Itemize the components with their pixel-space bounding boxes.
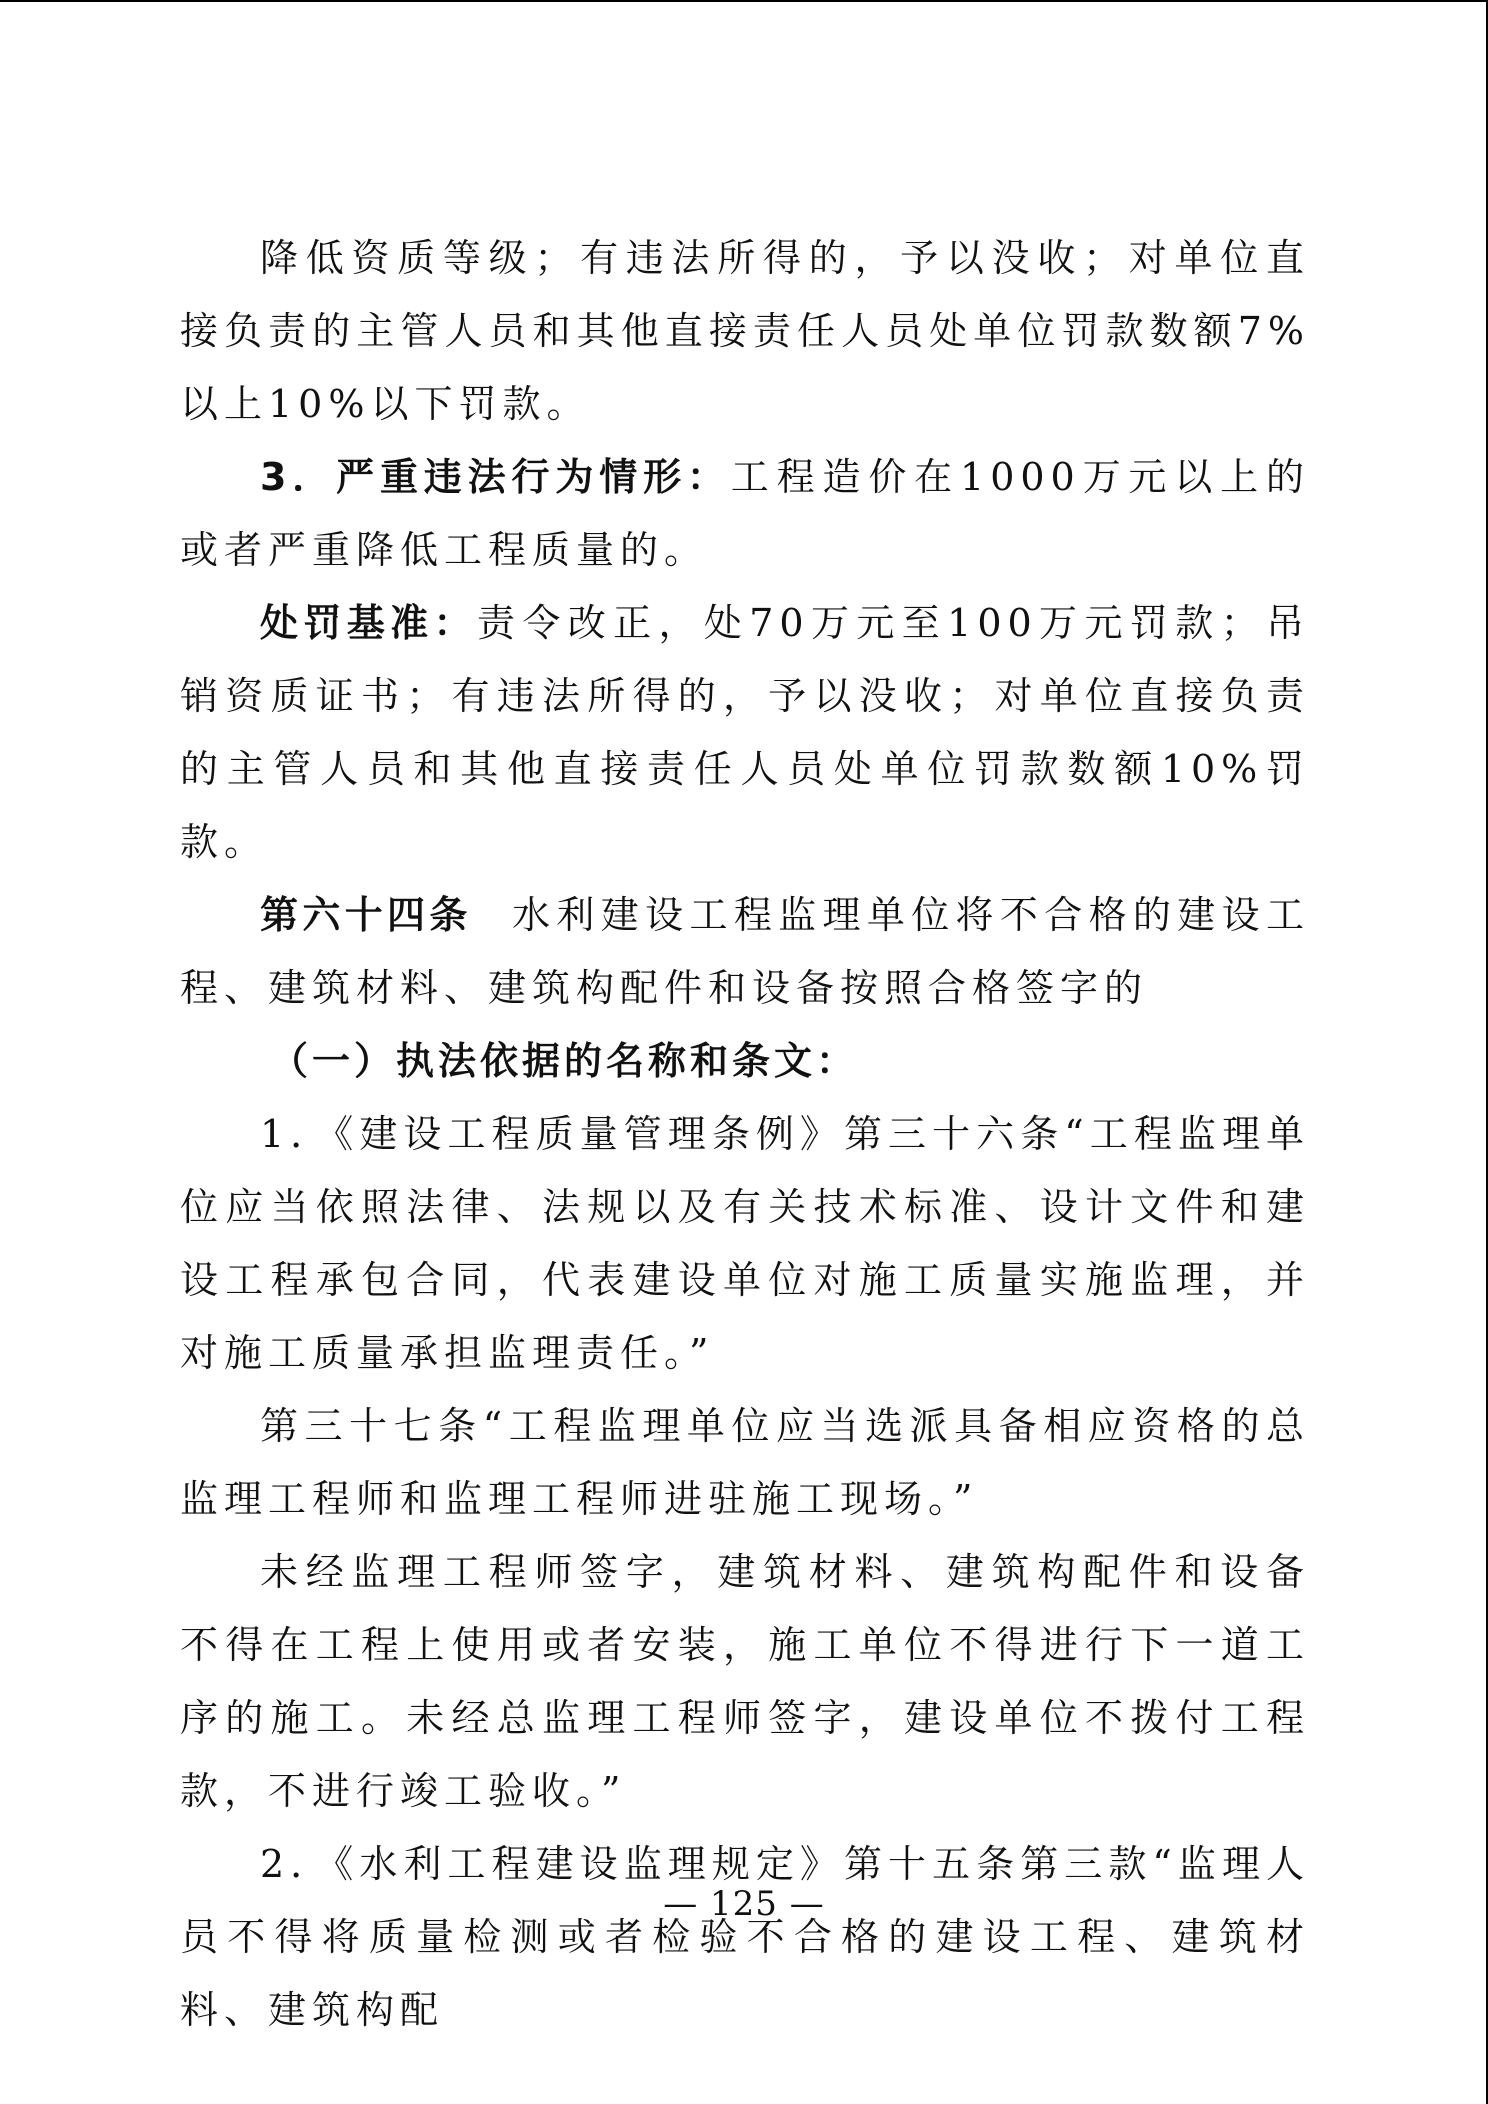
- paragraph-text: 工程造价在1000万元以上的或者严重降低工程质量的。: [180, 455, 1310, 572]
- paragraph-text: 第三十七条“工程监理单位应当选派具备相应资格的总监理工程师和监理工程师进驻施工现场。”: [180, 1404, 1310, 1521]
- paragraph-text: 降低资质等级；有违法所得的，予以没收；对单位直接负责的主管人员和其他直接责任人员处单位罚款数额7%以上10%以下罚款。: [180, 236, 1310, 426]
- paragraph-article-64: [180, 879, 1310, 1025]
- paragraph-supervision-rules: [180, 1828, 1310, 2047]
- paragraph-text: 未经监理工程师签字，建筑材料、建筑构配件和设备不得在工程上使用或者安装，施工单位不得进行下一道工序的施工。未经总监理工程师签字，建设单位不拨付工程款，不进行竣工验收。”: [180, 1550, 1310, 1813]
- paragraph-text: 2．《水利工程建设监理规定》第十五条第三款“监理人员不得将质量检测或者检验不合格的建设工程、建筑材料、建筑构配: [180, 1842, 1310, 2032]
- page-number: — 125 —: [663, 1884, 825, 1924]
- paragraph-regulation-36: [180, 1098, 1310, 1390]
- page-content: [180, 222, 1310, 2047]
- paragraph-penalty-continuation: [180, 222, 1310, 441]
- section-heading: （一）执法依据的名称和条文：: [270, 1039, 859, 1083]
- paragraph-text: 1．《建设工程质量管理条例》第三十六条“工程监理单位应当依照法律、法规以及有关技术标准、设计文件和建设工程承包合同，代表建设单位对施工质量实施监理，并对施工质量承担监理责任。”: [180, 1112, 1310, 1375]
- serious-violation-label: 3．严重违法行为情形：: [260, 455, 731, 499]
- paragraph-penalty-standard: [180, 587, 1310, 879]
- paragraph-text: 水利建设工程监理单位将不合格的建设工程、建筑材料、建筑构配件和设备按照合格签字的: [180, 893, 1310, 1010]
- paragraph-signature-requirement: [180, 1536, 1310, 1828]
- paragraph-text: 责令改正，处70万元至100万元罚款；吊销资质证书；有违法所得的，予以没收；对单位直接负责的主管人员和其他直接责任人员处单位罚款数额10%罚款。: [180, 601, 1310, 864]
- penalty-standard-label: 处罚基准：: [260, 601, 477, 645]
- article-title: 第六十四条: [260, 893, 472, 937]
- paragraph-serious-violation: [180, 441, 1310, 587]
- paragraph-regulation-37: [180, 1390, 1310, 1536]
